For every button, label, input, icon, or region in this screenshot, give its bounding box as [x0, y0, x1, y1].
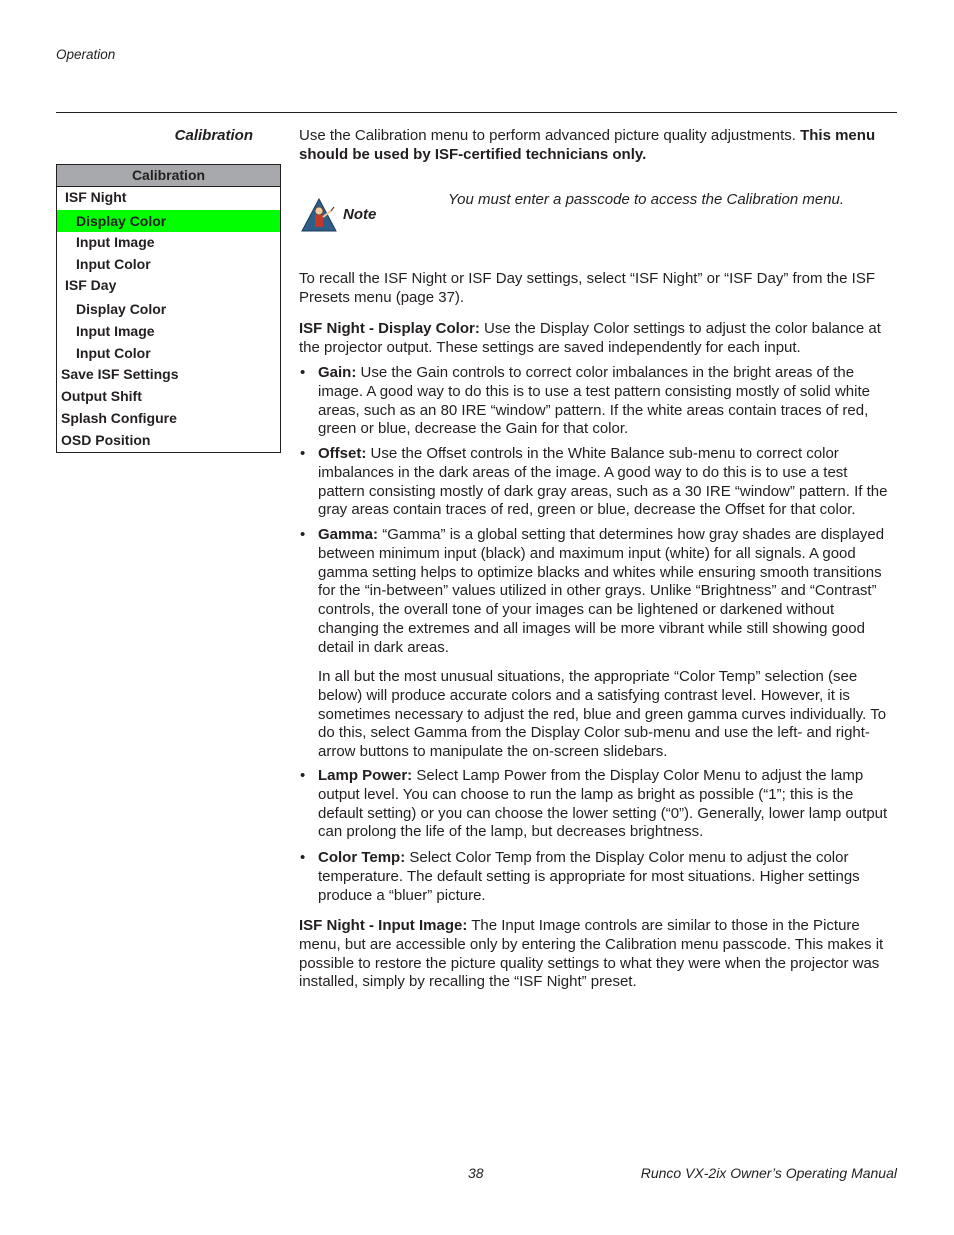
- bullet-dot: •: [300, 445, 306, 462]
- menu-item-osd-position[interactable]: OSD Position: [61, 432, 151, 448]
- menu-item-isf-night[interactable]: ISF Night: [65, 189, 127, 205]
- note-label: Note: [343, 206, 377, 223]
- bullet-dot: •: [300, 849, 306, 866]
- menu-title: Calibration: [57, 165, 280, 187]
- calibration-menu: [56, 164, 281, 453]
- bullet-color-temp: • Color Temp: Select Color Temp from the Display Color menu to adjust the color temperature. The default setting is appropriate for most situations. Higher settings produce a “bluer” picture.: [300, 849, 860, 904]
- menu-item-splash-configure[interactable]: Splash Configure: [61, 410, 177, 426]
- note-text: You must enter a passcode to access the Calibration menu.: [448, 191, 845, 208]
- running-head: Operation: [56, 47, 116, 62]
- menu-item-day-input-color[interactable]: Input Color: [76, 345, 151, 361]
- gamma-extra-paragraph: In all but the most unusual situations, the appropriate “Color Temp” selection (see below) will produce accurate colors and a satisfying contrast level. However, it is sometimes necessary to adjust the red, blue and green gamma curves individually. To do this, select Gamma from the Display Color sub-menu and use the left- and right-arrow buttons to manipulate the on-screen slidebars.: [318, 668, 887, 761]
- note-pointer-icon: [301, 198, 337, 232]
- input-image-paragraph: ISF Night - Input Image: The Input Image controls are similar to those in the Picture menu, but are accessible only by entering the Calibration menu passcode. This makes it possible to restore the picture quality settings to what they were when the projector was installed, simply by recalling the “ISF Night” preset.: [299, 917, 884, 991]
- menu-item-isf-day[interactable]: ISF Day: [65, 277, 117, 293]
- bullet-dot: •: [300, 364, 306, 381]
- bullet-lamp-power: • Lamp Power: Select Lamp Power from the Display Color Menu to adjust the lamp output level. You can choose to run the lamp as bright as possible (“1”; this is the default setting) or you can choose the lower setting (“0”). Generally, lower lamp output can prolong the life of the lamp, but decreases brightness.: [300, 767, 888, 841]
- footer-title: Runco VX-2ix Owner’s Operating Manual: [640, 1165, 897, 1181]
- menu-item-output-shift[interactable]: Output Shift: [61, 388, 142, 404]
- bullet-gamma: • Gamma: “Gamma” is a global setting that determines how gray shades are displayed between minimum input (black) and maximum input (white) for all signals. A good gamma setting helps to optimize blacks and whites while ensuring smooth transitions for the “in-between” values utilized in other grays. Unlike “Brightness” and “Contrast” controls, the overall tone of your images can be lightened or darkened without changing the extremes and all images will be more vibrant while still showing good detail in dark areas.: [300, 526, 885, 656]
- intro-paragraph: Use the Calibration menu to perform advanced picture quality adjustments. This menu should be used by ISF-certified technicians only.: [299, 127, 876, 163]
- menu-item-day-input-image[interactable]: Input Image: [76, 323, 155, 339]
- recall-paragraph: To recall the ISF Night or ISF Day settings, select “ISF Night” or “ISF Day” from the ISF Presets menu (page 37).: [299, 270, 875, 306]
- menu-item-save-isf-settings[interactable]: Save ISF Settings: [61, 366, 179, 382]
- menu-item-input-image[interactable]: Input Image: [76, 234, 155, 250]
- side-title: Calibration: [174, 127, 253, 144]
- menu-item-input-color[interactable]: Input Color: [76, 256, 151, 272]
- bullet-dot: •: [300, 526, 306, 543]
- menu-item-day-display-color[interactable]: Display Color: [76, 301, 167, 317]
- header-rule: [56, 112, 897, 113]
- bullet-gain: • Gain: Use the Gain controls to correct color imbalances in the bright areas of the image. A good way to do this is to use a test pattern consisting mostly of solid white areas, such as an 80 IRE “window” pattern. If the white areas contain traces of red, green or blue, decrease the Gain for that color.: [300, 364, 870, 438]
- bullet-dot: •: [300, 767, 306, 784]
- page-number: 38: [468, 1165, 484, 1181]
- display-color-paragraph: ISF Night - Display Color: Use the Display Color settings to adjust the color balance at the projector output. These settings are saved independently for each input.: [299, 320, 881, 356]
- menu-item-display-color-selected[interactable]: Display Color: [57, 210, 280, 232]
- bullet-offset: • Offset: Use the Offset controls in the White Balance sub-menu to correct color imbalances in the dark areas of the image. A good way to do this is to use a test pattern consisting mostly of dark gray areas, such as a 30 IRE “window” pattern. If the gray areas contain traces of red, green or blue, decrease the Offset for that color.: [300, 445, 888, 519]
